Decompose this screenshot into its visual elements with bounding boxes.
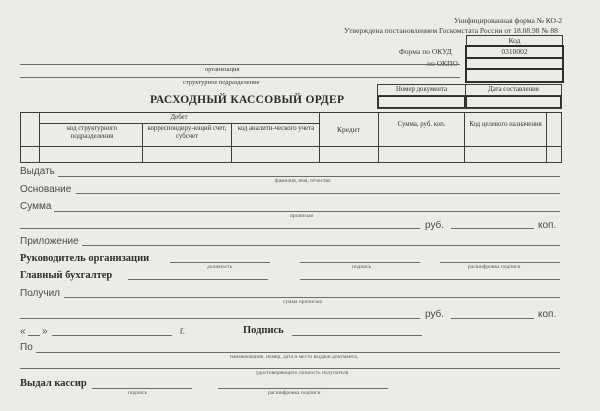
- doc-date-cell[interactable]: [466, 96, 561, 108]
- basis-line[interactable]: [76, 193, 560, 194]
- received-label: Получил: [20, 288, 60, 299]
- rub-label-1: руб.: [425, 220, 445, 231]
- col-sum: Сумма, руб. коп.: [397, 121, 446, 128]
- col-credit: Кредит: [336, 125, 361, 134]
- chief-decoding-line[interactable]: [300, 279, 560, 280]
- code-header: Код: [508, 36, 521, 45]
- extra-code-box[interactable]: [465, 70, 564, 83]
- po-line-2[interactable]: [20, 368, 560, 369]
- attachment-label: Приложение: [20, 236, 79, 247]
- date-close-quote: »: [42, 326, 48, 337]
- po-label: По: [20, 342, 33, 353]
- main-table: [20, 112, 562, 163]
- cell-credit[interactable]: [320, 147, 378, 161]
- cell-target-code[interactable]: [465, 147, 546, 161]
- kop-label-1: коп.: [538, 220, 557, 231]
- date-month-line[interactable]: [52, 335, 172, 336]
- sum-line-2[interactable]: [20, 228, 420, 229]
- rub-label-2: руб.: [425, 309, 445, 320]
- received-line[interactable]: [64, 297, 560, 298]
- received-signature-line[interactable]: [292, 335, 422, 336]
- okud-label: Форма по ОКУД: [399, 47, 452, 56]
- subdivision-caption: структурное подразделение: [183, 79, 260, 86]
- head-signature-line[interactable]: [300, 262, 420, 263]
- cell-struct-code[interactable]: [40, 147, 141, 161]
- head-position-line[interactable]: [170, 262, 270, 263]
- cell-sum[interactable]: [379, 147, 464, 161]
- doc-caption: наименование, номер, дата и место выдачи документа,: [230, 354, 359, 360]
- chief-accountant-label: Главный бухгалтер: [20, 270, 113, 281]
- kop-line-2[interactable]: [451, 318, 534, 319]
- issue-caption: фамилия, имя, отчество: [275, 178, 331, 184]
- sum-label: Сумма: [20, 201, 52, 212]
- cell-row-blank[interactable]: [21, 147, 39, 161]
- chief-signature-line[interactable]: [128, 279, 268, 280]
- okpo-label: по ОКПО: [427, 59, 458, 68]
- sum-caption: прописью: [290, 213, 314, 219]
- form-code-line: Унифицированная форма № КО-2: [454, 16, 563, 25]
- col-corr-account: корреспондиру-ющий счет, субсчет: [147, 125, 227, 140]
- sum-line[interactable]: [54, 211, 560, 212]
- head-decoding-line[interactable]: [440, 262, 560, 263]
- doc-date-header: Дата составления: [488, 86, 539, 93]
- issue-label: Выдать: [20, 166, 55, 177]
- kop-label-2: коп.: [538, 309, 557, 320]
- issue-line[interactable]: [58, 176, 560, 177]
- approval-line: Утверждена постановлением Госкомстата России от 18.08.98 № 88: [344, 26, 558, 35]
- head-position-caption: должность: [207, 264, 233, 270]
- attachment-line[interactable]: [82, 245, 560, 246]
- date-open-quote: «: [20, 326, 26, 337]
- doc-number-cell[interactable]: [378, 96, 465, 108]
- head-signature-caption: подпись: [352, 264, 372, 270]
- debit-header: Дебет: [170, 114, 188, 121]
- col-struct-code: код структурного подразделения: [66, 125, 118, 140]
- cashier-sign-caption: подпись: [128, 390, 148, 396]
- col-target-code: Код целевого назначения: [469, 121, 542, 128]
- subdivision-line[interactable]: [20, 77, 460, 78]
- okpo-value-box[interactable]: [465, 57, 564, 70]
- cashier-signature-line[interactable]: [92, 388, 192, 389]
- received-sum-caption: сумма прописью: [283, 299, 323, 305]
- cell-corr-account[interactable]: [143, 147, 231, 161]
- cashier-label: Выдал кассир: [20, 378, 87, 389]
- cell-analytic-code[interactable]: [232, 147, 319, 161]
- document-title: РАСХОДНЫЙ КАССОВЫЙ ОРДЕР: [150, 94, 345, 106]
- organization-line[interactable]: [20, 64, 460, 65]
- doc-number-header: Номер документа: [396, 86, 447, 93]
- signature-label: Подпись: [243, 325, 284, 336]
- cashier-decoding-line[interactable]: [218, 388, 388, 389]
- organization-caption: организация: [205, 66, 240, 73]
- col-analytic-code: код аналити-ческого учета: [237, 125, 315, 132]
- basis-label: Основание: [20, 184, 72, 195]
- cashier-decoding-caption: расшифровка подписи: [268, 390, 321, 396]
- okud-value: 0310002: [501, 47, 528, 56]
- date-day-line[interactable]: [28, 335, 40, 336]
- kop-line-1[interactable]: [451, 228, 534, 229]
- identity-caption: удостоверяющего личность получателя: [256, 370, 349, 376]
- head-label: Руководитель организации: [20, 253, 150, 264]
- head-decoding-caption: расшифровка подписи: [468, 264, 521, 270]
- po-line[interactable]: [36, 352, 560, 353]
- received-line-2[interactable]: [20, 318, 420, 319]
- year-suffix: г.: [180, 326, 186, 337]
